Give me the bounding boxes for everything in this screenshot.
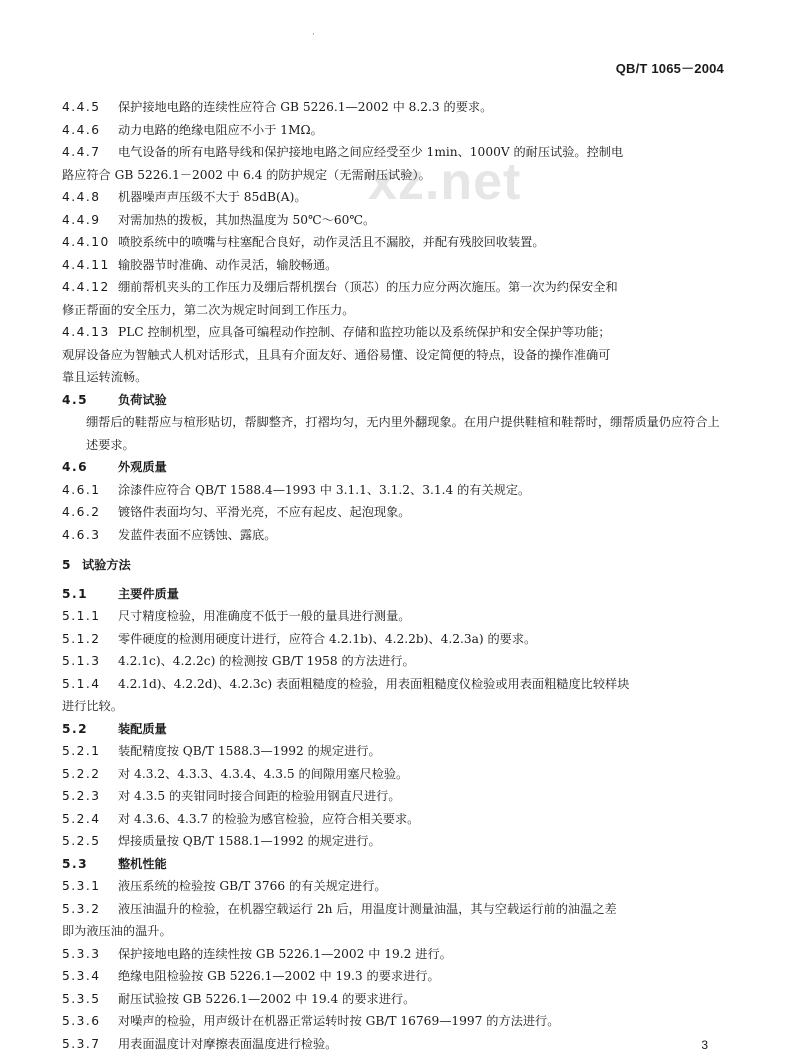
clause-text: 动力电路的绝缘电阻应不小于 1MΩ。	[118, 122, 323, 137]
clause-number: 4.4.5	[62, 100, 101, 114]
clause-number: 4.4.8	[62, 190, 101, 204]
clause-text: 输胶器节时准确、动作灵活，输胶畅通。	[118, 257, 338, 272]
clause-number: 5.2.5	[62, 834, 101, 848]
clause-text: 镀铬件表面均匀、平滑光亮，不应有起皮、起泡现象。	[118, 505, 411, 519]
clause-4-6-2	[62, 501, 722, 524]
section-title: 装配质量	[118, 721, 167, 736]
clause-4-4-11	[62, 254, 722, 277]
clause-text: 用表面温度计对摩擦表面温度进行检验。	[118, 1036, 338, 1051]
clause-4-4-8	[62, 186, 722, 209]
clause-number: 4.4.12	[62, 280, 110, 294]
clause-5-2-2	[62, 763, 722, 786]
section-5-1	[62, 583, 722, 606]
clause-number: 5.3.7	[62, 1036, 101, 1051]
clause-5-3-5	[62, 988, 722, 1011]
clause-number: 4.4.9	[62, 212, 101, 227]
clause-text: 发蓝件表面不应锈蚀、露底。	[118, 527, 277, 542]
clause-text: 耐压试验按 GB 5226.1—2002 中 19.4 的要求进行。	[118, 991, 416, 1006]
clause-number: 5.1.1	[62, 609, 101, 623]
chapter-number: 5	[62, 558, 72, 572]
clause-number: 4.6.2	[62, 505, 101, 519]
clause-text: PLC 控制机型，应具备可编程动作控制、存储和监控功能以及系统保护和安全保护等功能；	[118, 325, 611, 339]
clause-5-3-2	[62, 898, 722, 921]
clause-text: 机器噪声声压级不大于 85dB(A)。	[118, 190, 307, 204]
section-number: 5.3	[62, 856, 89, 871]
section-number: 5.2	[62, 721, 89, 736]
watermark: xz.net	[368, 153, 522, 211]
section-title: 外观质量	[118, 460, 167, 474]
clause-text: 对 4.3.5 的夹钳同时接合间距的检验用钢直尺进行。	[118, 789, 401, 803]
section-5-2	[62, 718, 722, 741]
clause-5-2-4	[62, 808, 722, 831]
page-number: 3	[701, 1038, 708, 1052]
clause-text: 液压系统的检验按 GB/T 3766 的有关规定进行。	[118, 879, 387, 893]
clause-number: 4.6.1	[62, 482, 101, 497]
clause-5-3-1	[62, 875, 722, 898]
standard-code-header: QB/T 1065－2004	[615, 61, 724, 76]
clause-text: 装配精度按 QB/T 1588.3—1992 的规定进行。	[118, 744, 381, 758]
scan-mark: ·	[312, 30, 315, 40]
clause-number: 5.2.3	[62, 789, 101, 803]
clause-number: 5.2.4	[62, 811, 101, 826]
clause-number: 5.1.4	[62, 676, 101, 691]
clause-4-4-5	[62, 96, 722, 119]
clause-text: 电气设备的所有电路导线和保护接地电路之间应经受至少 1min、1000V 的耐压试验。控制电	[118, 145, 624, 159]
clause-continuation: 进行比较。	[62, 699, 123, 713]
clause-text: 对需加热的拨板，其加热温度为 50℃～60℃。	[118, 212, 376, 227]
clause-text: 对 4.3.6、4.3.7 的检验为感官检验，应符合相关要求。	[118, 811, 420, 826]
clause-number: 5.3.3	[62, 946, 101, 961]
section-4-5	[62, 389, 722, 412]
clause-4-6-1	[62, 479, 722, 502]
clause-5-2-5	[62, 830, 722, 853]
section-number: 4.6	[62, 460, 89, 474]
section-5-3	[62, 853, 722, 876]
clause-text: 4.2.1c)、4.2.2c) 的检测按 GB/T 1958 的方法进行。	[118, 654, 415, 668]
clause-5-3-6	[62, 1010, 722, 1033]
clause-text: 保护接地电路的连续性按 GB 5226.1—2002 中 19.2 进行。	[118, 946, 452, 961]
section-title: 整机性能	[118, 856, 167, 871]
clause-4-4-6	[62, 119, 722, 142]
clause-5-2-1	[62, 740, 722, 763]
clause-text: 4.2.1d)、4.2.2d)、4.2.3c) 表面粗糙度的检验，用表面粗糙度仪检验或用表面粗糙度比较样块	[118, 676, 630, 691]
clause-number: 5.2.1	[62, 744, 101, 758]
clause-text: 喷胶系统中的喷嘴与柱塞配合良好，动作灵活且不漏胶，并配有残胶回收装置。	[118, 235, 545, 249]
clause-5-3-4	[62, 965, 722, 988]
clause-5-3-7	[62, 1033, 722, 1056]
clause-number: 5.3.4	[62, 969, 101, 983]
clause-number: 5.3.1	[62, 879, 101, 893]
clause-text: 对噪声的检验，用声级计在机器正常运转时按 GB/T 16769—1997 的方法进行。	[118, 1014, 560, 1028]
section-number: 4.5	[62, 392, 89, 407]
clause-text: 保护接地电路的连续性应符合 GB 5226.1—2002 中 8.2.3 的要求。	[118, 100, 493, 114]
clause-text: 绝缘电阻检验按 GB 5226.1—2002 中 19.3 的要求进行。	[118, 969, 440, 983]
clause-text: 涂漆件应符合 QB/T 1588.4—1993 中 3.1.1、3.1.2、3.1.4 的有关规定。	[118, 482, 531, 497]
clause-continuation: 观屏设备应为智触式人机对话形式，且具有介面友好、通俗易懂、设定简便的特点，设备的操作准确可	[62, 347, 611, 362]
clause-text: 液压油温升的检验，在机器空载运行 2h 后，用温度计测量油温，其与空载运行前的油温之差	[118, 901, 617, 916]
clause-number: 4.4.11	[62, 257, 110, 272]
clause-continuation: 即为液压油的温升。	[62, 924, 172, 938]
clause-5-1-1	[62, 605, 722, 628]
clause-continuation: 路应符合 GB 5226.1－2002 中 6.4 的防护规定（无需耐压试验）。	[62, 167, 431, 182]
clause-4-4-13	[62, 321, 722, 344]
chapter-title: 试验方法	[82, 558, 131, 572]
clause-number: 5.2.2	[62, 766, 101, 781]
section-title: 负荷试验	[118, 392, 167, 407]
clause-text: 绷前帮机夹头的工作压力及绷后帮机摆台（顶芯）的压力应分两次施压。第一次为约保安全和	[118, 280, 618, 294]
section-4-6	[62, 456, 722, 479]
clause-5-1-2	[62, 628, 722, 651]
clause-continuation: 修正帮面的安全压力，第二次为规定时间到工作压力。	[62, 302, 355, 317]
clause-5-1-3	[62, 650, 722, 673]
clause-number: 5.1.2	[62, 631, 101, 646]
clause-number: 5.1.3	[62, 654, 101, 668]
clause-text: 焊接质量按 QB/T 1588.1—1992 的规定进行。	[118, 834, 381, 848]
clause-4-4-10	[62, 231, 722, 254]
clause-4-4-12	[62, 276, 722, 299]
clause-number: 4.6.3	[62, 527, 101, 542]
section-number: 5.1	[62, 586, 89, 601]
clause-number: 4.4.6	[62, 122, 101, 137]
clause-4-6-3	[62, 524, 722, 547]
clause-5-1-4	[62, 673, 722, 696]
clause-number: 4.4.7	[62, 145, 101, 159]
clause-text: 尺寸精度检验，用准确度不低于一般的量具进行测量。	[118, 609, 411, 623]
clause-4-4-9	[62, 209, 722, 232]
clause-text: 对 4.3.2、4.3.3、4.3.4、4.3.5 的间隙用塞尺检验。	[118, 766, 409, 781]
chapter-5	[62, 554, 722, 577]
clause-4-4-7	[62, 141, 722, 164]
clause-number: 4.4.13	[62, 325, 110, 339]
clause-5-2-3	[62, 785, 722, 808]
clause-number: 5.3.2	[62, 901, 101, 916]
paragraph: 绷帮后的鞋帮应与楦形贴切，帮脚整齐，打褶均匀，无内里外翻现象。在用户提供鞋楦和鞋帮时，绷帮质量仍应符合上述要求。	[86, 415, 720, 452]
clause-number: 4.4.10	[62, 235, 110, 249]
clause-continuation: 靠且运转流畅。	[62, 370, 148, 384]
clause-number: 5.3.6	[62, 1014, 101, 1028]
clause-5-3-3	[62, 943, 722, 966]
clause-text: 零件硬度的检测用硬度计进行，应符合 4.2.1b)、4.2.2b)、4.2.3a) 的要求。	[118, 631, 537, 646]
section-title: 主要件质量	[118, 586, 179, 601]
document-body	[62, 96, 722, 1055]
clause-number: 5.3.5	[62, 991, 101, 1006]
